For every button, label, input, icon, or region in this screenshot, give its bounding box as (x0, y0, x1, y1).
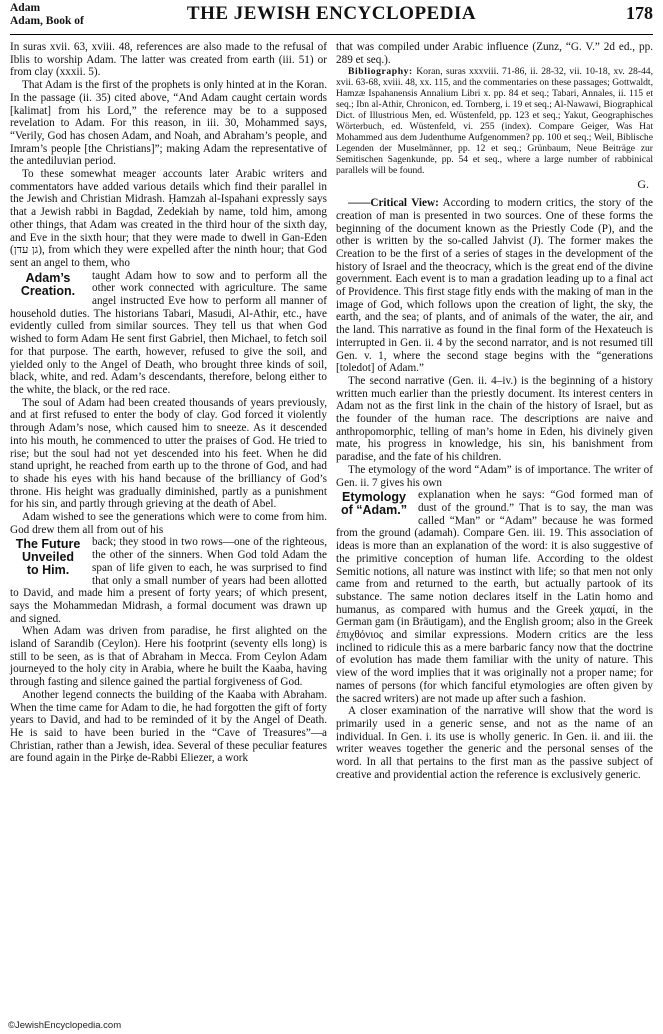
two-column-body (10, 41, 653, 781)
paragraph: The soul of Adam had been created thousands of years previously, and at first refused to enter the body of clay. God forced it violently through Adam’s nose, which caused him to sneeze. As it descended into his mouth, he commenced to utter the praises of God. He tried to rise; but the soul had not yet descended into his feet. When he did stand upright, he reached from earth up to the throne of God, and had to shade his eyes with his hand because of the brilliancy of God’s throne. His height was gradually diminished, partly as a punishment for his sin, and partly through grieving at the death of Abel. (10, 396, 327, 511)
paragraph: The etymology of the word “Adam” is of importance. The writer of Gen. ii. 7 gives his own (336, 463, 653, 489)
running-head-last: Adam, Book of (10, 15, 84, 27)
paragraph: When Adam was driven from paradise, he first alighted on the island of Sarandib (Ceylon). Here his footprint (seventy ells long) is still to be seen, as is that of Abraham in Mecca. From Ceylon Adam journeyed to the holy city in Arabia, where he built the Kaaba, having through fasting and silence gained the partial forgiveness of God. (10, 625, 327, 689)
paragraph-continued: Etymology of “Adam.” explanation when he says: “God formed man of dust of the ground.” That is to say, the man was called “Man” or “Adam” because he was formed from the ground (adamah). Compare Gen. iii. 19. This association of ideas is more than an explanation of the word: it is also suggestive of the primitive conception of human life. According to the oldest Semitic notions, all nature was instinct with life; so that men not only came from and returned to the earth, but actually partook of its substance. The same notion declares itself in the Latin homo and humanus, as compared with humus and the Greek χαμαί, in the German gam (in Bräutigam), and the English groom; also in the Greek ἐπιχθόνιος and similar expressions. Modern critics are the less inclined to ridicule this as a mere barbaric fancy now that the doctrine of evolution has made them familiar with the unity of nature. This view of the word implies that it was originally not a proper name; for names of persons (for which fanciful etymologies are often given by the sacred writers) are not made up after such a fashion. (336, 489, 653, 705)
paragraph-continued: The Future Unveiled to Him. back; they stood in two rows—one of the righteous, the other of the sinners. When God told Adam the span of life given to each, he was surprised to find that only a small number of years had been allotted to David, and made him a present of forty years; of which present, says the Mohammedan Midrash, a formal document was drawn up and signed. (10, 536, 327, 625)
side-heading-etymology: Etymology of “Adam.” (341, 490, 407, 518)
paragraph-continued: Adam’s Creation. taught Adam how to sow and to perform all the other work connected with agriculture. The same angel instructed Eve how to perform all manner of household duties. The historians Tabari, Masudi, Al-Athir, etc., have evidently culled from similar sources. They tell us that when God wished to form Adam He sent first Gabriel, then Michael, to fetch soil for that purpose. The earth, however, refused to give the soil, and yielded only to the Angel of Death, who brought three kinds of soil, black, white, and red. Adam’s descendants, therefore, belong either to the white, the black, or the red race. (10, 269, 327, 396)
page-header (10, 0, 653, 35)
copyright-footer: ©JewishEncyclopedia.com (8, 1020, 122, 1031)
paragraph: To these somewhat meager accounts later Arabic writers and commentators have added various details which find their parallel in the Jewish and Christian Midrash. Ḥamzah al-Ispahani expressly says that a Jewish rabbi in Bagdad, Zedekiah by name, told him, among other things, that Adam was created in the third hour of the sixth day, and Eve in the sixth hour; that they were made to dwell in Gan-Eden (גן עדן), from which they were expelled after the ninth hour; that God sent an angel to them, who (10, 168, 327, 269)
paragraph: Another legend connects the building of the Kaaba with Abraham. When the time came for Adam to die, he had forgotten the gift of forty years to David, and had to be reminded of it by the Angel of Death. He is said to have been buried in the “Cave of Treasures”—a Christian, rather than a Jewish, idea. Several of these peculiar features are found again in the Pirḳe de-Rabbi Eliezer, a work (10, 688, 327, 765)
bibliography (336, 66, 653, 176)
paragraph: Adam wished to see the generations which were to come from him. God drew them all from out of his (10, 511, 327, 536)
bibliography-label: Bibliography: (348, 66, 413, 78)
page-number: 178 (626, 3, 653, 23)
paragraph: The second narrative (Gen. ii. 4–iv.) is the beginning of a history written much earlier than the priestly document. Its interest centers in Adam not as the first link in the chain of the history of Israel, but as the founder of the human race. The descriptions are naive and anthropomorphic, telling of man’s home in Eden, his divinely given mate, his progress in knowledge, his sin, his banishment from paradise, and the fate of his children. (336, 374, 653, 464)
running-head-first: Adam (10, 2, 41, 14)
bibliography-text: Koran, suras xxxviii. 71-86, ii. 28-32, vii. 10-18, xv. 28-44, xvii. 63-68, xviii. 48, xx. 115, and the commentaries on these passages; Gottwaldt, Hamzæ Ispahanensis Annalium Libri x. pp. 84 et seq.; Tabari, Annales, ii. 115 et seq.; Ibn al-Athir, Chronicon, ed. Tornberg, i. 19 et seq.; Al-Nawawi, Biographical Dict. of Illustrious Men, ed. Wüstenfeld, pp. 123 et seq.; Yakut, Geographisches Wörterbuch, ed. Wüstenfeld, vi. 255 (index). Compare Geiger, Was Hat Mohammed aus dem Judenthume Aufgenommen? pp. 100 et seq.; Weil, Biblische Legenden der Muselmänner, pp. 12 et seq.; Grünbaum, Neue Beiträge zur Semitischen Sagenkunde, pp. 54 et seq., where a large number of rabbinical parallels will be found. (336, 66, 653, 177)
right-column (336, 41, 653, 781)
left-column (10, 41, 327, 781)
paragraph: that was compiled under Arabic influence (Zunz, “G. V.” 2d ed., pp. 289 et seq.). (336, 41, 653, 66)
paragraph: That Adam is the first of the prophets is only hinted at in the Koran. In the passage (ii. 35) cited above, “And Adam caught certain words [kalimat] from his Lord,” the reference may be to a supposed revelation to Adam. For this reason, in iii. 30, Mohammed says, “Verily, God has chosen Adam, and Noah, and Abraham’s people, and Imram’s people [the Christians]”; making Adam the representative of the antediluvian period. (10, 79, 327, 168)
paragraph: ——Critical View: According to modern critics, the story of the creation of man is presented in two sources. One of these forms the beginning of the document known as the Priestly Code (P), and the other is written by the so-called Jahvist (J). The former makes the Creation to be the first of a series of stages in the development of the history of Israel and the theocracy, which is the great end of the divine government. Each event is to man a gradation leading up to a final act of Providence. This first stage fitly ends with the making of man in the image of God, which follows upon the creation of light, the sky, the earth, and the sea; of plants, and of animals of the water, the air, and the land. This narrative as found in the final form of the Hexateuch is interrupted in Gen. ii. 4 by the second narrator, and is not resumed till Gen. v. 1, where the second stage begins with the “generations [toledot] of Adam.” (336, 197, 653, 375)
side-heading-future-unveiled: The Future Unveiled to Him. (15, 537, 81, 578)
section-heading-critical-view: ——Critical View: (348, 197, 439, 210)
paragraph: A closer examination of the narrative will show that the word is primarily used in a generic sense, and not as the name of an individual. In Gen. i. its use is wholly generic. In Gen. ii. and iii. the writer weaves together the generic and the personal senses of the word. In all that pertains to the first man as the passive subject of creative and providential action the reference is exclusively generic. (336, 705, 653, 781)
author-signature: G. (637, 177, 649, 192)
publication-title: THE JEWISH ENCYCLOPEDIA (186, 3, 477, 24)
paragraph: In suras xvii. 63, xviii. 48, references are also made to the refusal of Iblis to worship Adam. The latter was created from earth (iii. 51) or from clay (xxxii. 5). (10, 41, 327, 79)
side-heading-adams-creation: Adam’s Creation. (20, 270, 76, 298)
